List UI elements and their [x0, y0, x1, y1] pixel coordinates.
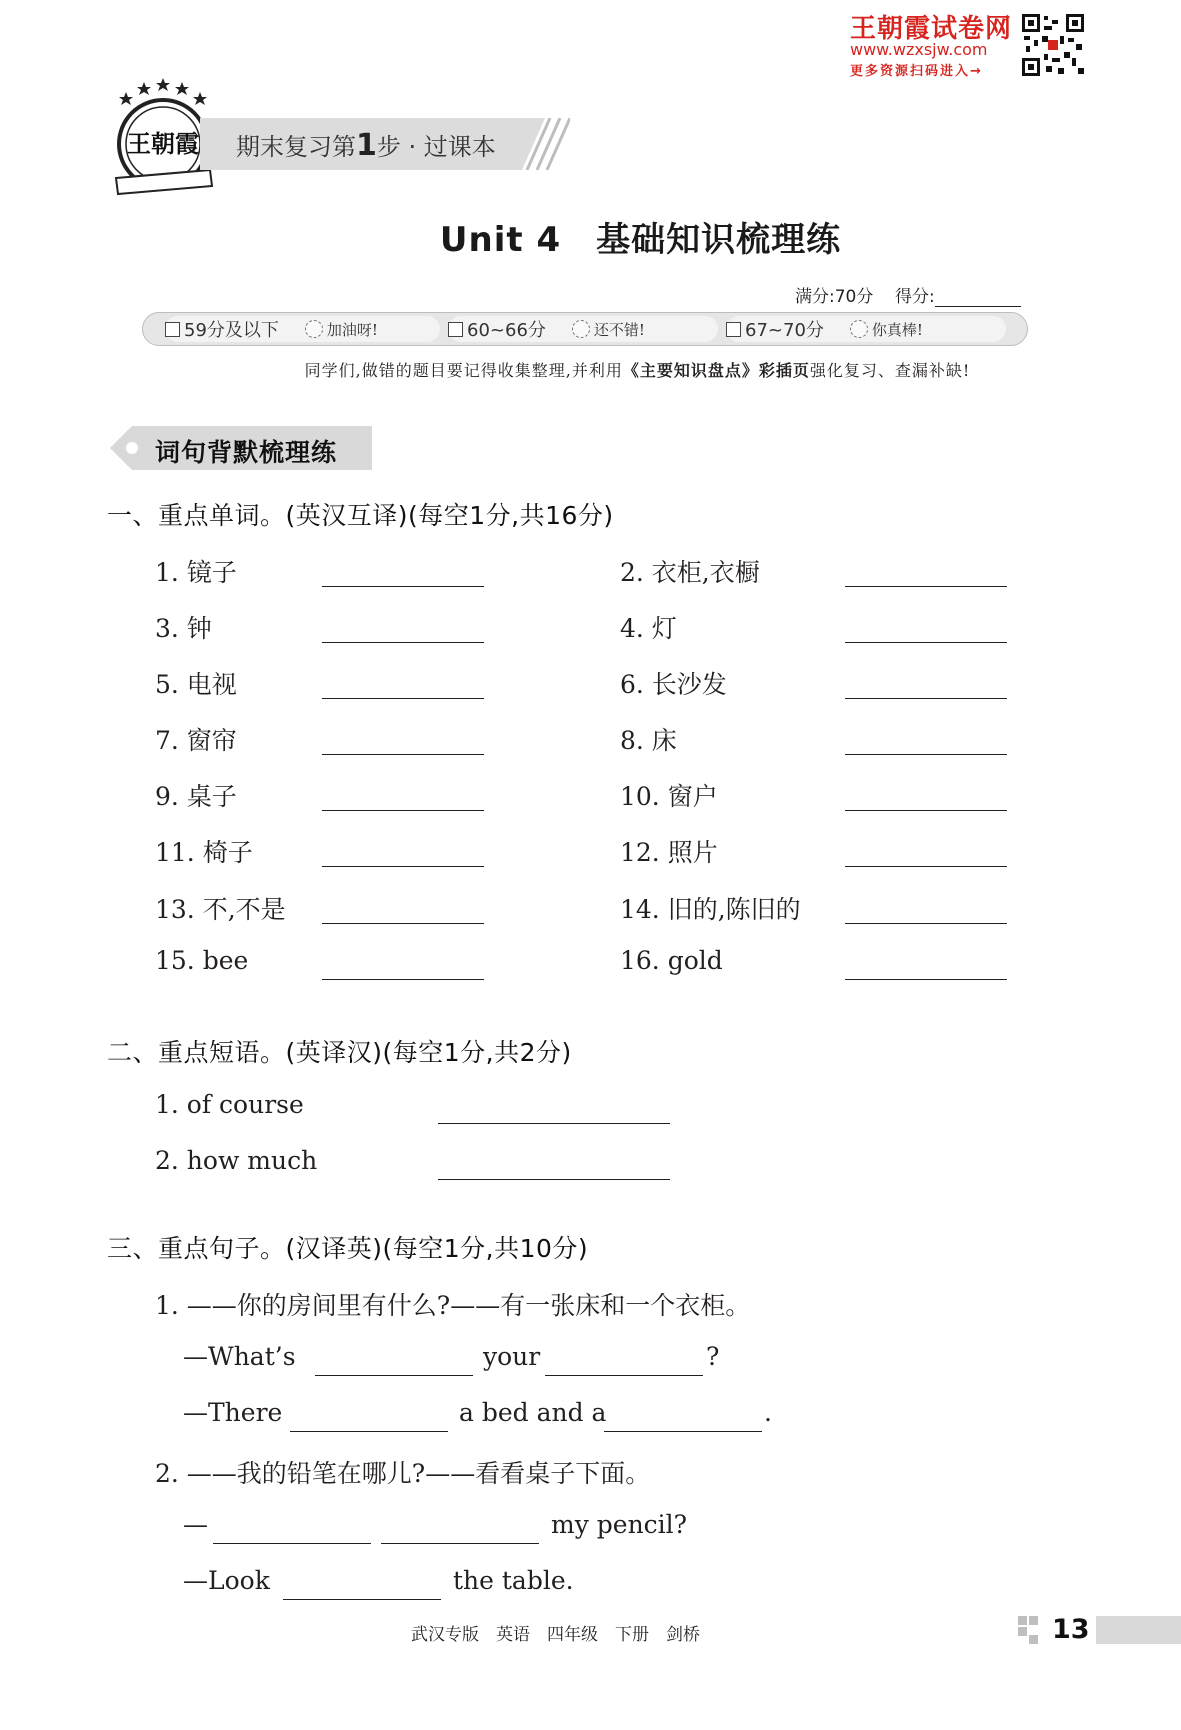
sentence-prompt: 1. ——你的房间里有什么?——有一张床和一个衣柜。 — [155, 1291, 751, 1320]
answer-blank[interactable] — [322, 810, 484, 811]
tip-text: 同学们,做错的题目要记得收集整理,并利用《主要知识盘点》彩插页强化复习、查漏补缺! — [304, 361, 971, 380]
word-item: 3. 钟 — [155, 614, 212, 643]
sentence-text: —There — [183, 1398, 283, 1427]
word-item: 16. gold — [620, 946, 723, 975]
page-number: 13 — [1052, 1614, 1090, 1645]
face-icon — [850, 320, 868, 338]
site-url[interactable]: www.wzxsjw.com — [850, 40, 988, 59]
answer-blank[interactable] — [290, 1431, 448, 1432]
sentence-text: —Look — [183, 1566, 270, 1595]
score-blank[interactable] — [935, 289, 1021, 307]
sentence-text: a bed and a — [459, 1398, 607, 1427]
full-score-label: 满分:70分 — [795, 287, 874, 307]
answer-blank[interactable] — [315, 1375, 473, 1376]
word-item: 15. bee — [155, 946, 249, 975]
word-item: 1. 镜子 — [155, 558, 237, 587]
rating-bar — [142, 312, 1028, 346]
answer-blank[interactable] — [845, 642, 1007, 643]
score-label: 得分: — [894, 287, 935, 307]
answer-blank[interactable] — [845, 698, 1007, 699]
word-item: 13. 不,不是 — [155, 895, 286, 924]
phrase-item: 2. how much — [155, 1146, 318, 1175]
word-item: 10. 窗户 — [620, 782, 718, 811]
answer-blank[interactable] — [381, 1543, 539, 1544]
site-tagline: 更多资源扫码进入→ — [850, 64, 983, 79]
sentence-text: —What’s — [183, 1342, 296, 1371]
word-item: 2. 衣柜,衣橱 — [620, 558, 760, 587]
answer-blank[interactable] — [438, 1123, 670, 1124]
answer-blank[interactable] — [283, 1599, 441, 1600]
svg-text:王朝霞: 王朝霞 — [127, 129, 199, 158]
site-name: 王朝霞试卷网 — [850, 14, 1013, 44]
section-tag-text: 词句背默梳理练 — [155, 438, 338, 467]
page-title: Unit 4 基础知识梳理练 — [439, 220, 842, 260]
answer-blank[interactable] — [322, 698, 484, 699]
word-item: 8. 床 — [620, 726, 677, 755]
face-icon — [305, 320, 323, 338]
word-item: 7. 窗帘 — [155, 726, 237, 755]
answer-blank[interactable] — [322, 754, 484, 755]
score-line — [795, 282, 1021, 307]
answer-blank[interactable] — [322, 586, 484, 587]
page-marker-icon — [1018, 1616, 1038, 1644]
word-item: 5. 电视 — [155, 670, 237, 699]
phrase-item: 1. of course — [155, 1090, 304, 1119]
word-item: 12. 照片 — [620, 838, 718, 867]
word-item: 9. 桌子 — [155, 782, 237, 811]
answer-blank[interactable] — [845, 979, 1007, 980]
sentence-text: the table. — [453, 1566, 574, 1595]
word-item: 11. 椅子 — [155, 838, 253, 867]
checkbox-icon[interactable] — [726, 322, 741, 337]
sentence-text: my pencil? — [551, 1510, 688, 1539]
answer-blank[interactable] — [213, 1543, 371, 1544]
answer-blank[interactable] — [545, 1375, 703, 1376]
sentence-text: your — [483, 1342, 541, 1371]
answer-blank[interactable] — [845, 754, 1007, 755]
qr-code-icon[interactable] — [1020, 12, 1086, 78]
rating-option[interactable]: 60~66分 还不错! — [448, 316, 718, 342]
answer-blank[interactable] — [438, 1179, 670, 1180]
part1-heading: 一、重点单词。(英汉互译)(每空1分,共16分) — [107, 501, 614, 530]
part3-heading: 三、重点句子。(汉译英)(每空1分,共10分) — [107, 1234, 589, 1263]
answer-blank[interactable] — [322, 979, 484, 980]
part2-heading: 二、重点短语。(英译汉)(每空1分,共2分) — [107, 1038, 572, 1067]
sentence-text: ? — [706, 1342, 720, 1371]
sentence-text: . — [764, 1398, 772, 1427]
rating-option[interactable]: 67~70分 你真棒! — [726, 316, 1006, 342]
word-item: 4. 灯 — [620, 614, 677, 643]
answer-blank[interactable] — [845, 923, 1007, 924]
answer-blank[interactable] — [604, 1431, 762, 1432]
step-banner-text: 期末复习第1步 · 过课本 — [236, 128, 496, 163]
page-shade — [1096, 1616, 1181, 1644]
checkbox-icon[interactable] — [448, 322, 463, 337]
sentence-text: — — [183, 1510, 208, 1539]
answer-blank[interactable] — [322, 923, 484, 924]
word-item: 14. 旧的,陈旧的 — [620, 895, 801, 924]
answer-blank[interactable] — [845, 866, 1007, 867]
rating-option[interactable]: 59分及以下 加油呀! — [165, 316, 440, 342]
checkbox-icon[interactable] — [165, 322, 180, 337]
footer-edition: 武汉专版 英语 四年级 下册 剑桥 — [411, 1625, 700, 1645]
answer-blank[interactable] — [322, 866, 484, 867]
answer-blank[interactable] — [845, 810, 1007, 811]
word-item: 6. 长沙发 — [620, 670, 727, 699]
face-icon — [572, 320, 590, 338]
answer-blank[interactable] — [322, 642, 484, 643]
answer-blank[interactable] — [845, 586, 1007, 587]
sentence-prompt: 2. ——我的铅笔在哪儿?——看看桌子下面。 — [155, 1459, 651, 1488]
